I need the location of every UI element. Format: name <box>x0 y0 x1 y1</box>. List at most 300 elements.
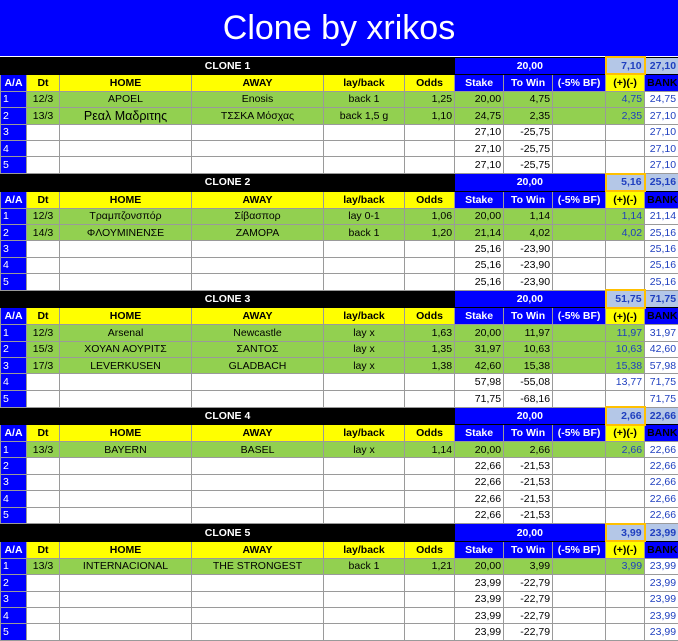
row-bf-blank <box>553 491 606 507</box>
row-index: 4 <box>1 140 27 156</box>
clone-band-row <box>1 57 678 74</box>
row-away-team[interactable] <box>192 390 324 407</box>
row-home-team[interactable]: Arsenal <box>60 325 192 341</box>
header-odds: Odds <box>405 308 455 325</box>
sheet-title: Clone by xrikos <box>0 0 678 56</box>
header-home: HOME <box>60 425 192 442</box>
row-bf-blank <box>553 325 606 341</box>
row-bank: 25,16 <box>645 241 678 257</box>
row-bf-blank <box>553 124 606 140</box>
row-away-team[interactable]: Σίβασπορ <box>192 208 324 224</box>
row-odds[interactable]: 1,35 <box>405 341 455 357</box>
row-bank: 23,99 <box>645 575 678 591</box>
row-to-win: 4,02 <box>504 224 553 240</box>
row-odds[interactable] <box>405 241 455 257</box>
clone-name: CLONE 4 <box>1 407 455 424</box>
row-index: 2 <box>1 575 27 591</box>
row-date[interactable]: 12/3 <box>27 91 60 107</box>
row-date[interactable] <box>27 140 60 156</box>
row-lay-back[interactable]: back 1,5 g <box>324 108 405 124</box>
row-odds[interactable] <box>405 257 455 273</box>
row-date[interactable] <box>27 241 60 257</box>
row-date[interactable]: 12/3 <box>27 208 60 224</box>
row-date[interactable] <box>27 124 60 140</box>
row-odds[interactable]: 1,38 <box>405 358 455 374</box>
row-stake: 22,66 <box>455 474 504 490</box>
row-date[interactable] <box>27 607 60 623</box>
row-bank: 42,60 <box>645 341 678 357</box>
bet-row <box>1 157 678 174</box>
row-lay-back[interactable]: lay 0-1 <box>324 208 405 224</box>
row-odds[interactable] <box>405 390 455 407</box>
row-bf-blank <box>553 507 606 524</box>
row-away-team[interactable]: Enosis <box>192 91 324 107</box>
bet-row <box>1 591 678 607</box>
row-away-team[interactable] <box>192 458 324 474</box>
row-odds[interactable] <box>405 607 455 623</box>
row-odds[interactable]: 1,21 <box>405 558 455 574</box>
header-stake: Stake <box>455 308 504 325</box>
row-plus-minus: 2,66 <box>606 441 645 457</box>
header-towin: To Win <box>504 308 553 325</box>
column-header-row <box>1 425 678 442</box>
row-lay-back[interactable]: lay x <box>324 341 405 357</box>
row-home-team[interactable] <box>60 390 192 407</box>
row-index: 3 <box>1 591 27 607</box>
clone-grid <box>0 56 678 641</box>
row-lay-back[interactable] <box>324 140 405 156</box>
row-date[interactable] <box>27 491 60 507</box>
header-away: AWAY <box>192 74 324 91</box>
row-odds[interactable] <box>405 624 455 640</box>
bet-row <box>1 358 678 374</box>
row-odds[interactable] <box>405 474 455 490</box>
bet-row <box>1 108 678 124</box>
row-index: 2 <box>1 224 27 240</box>
row-away-team[interactable] <box>192 157 324 174</box>
row-home-team[interactable] <box>60 474 192 490</box>
header-pm: (+)(-) <box>606 74 645 91</box>
row-bank: 23,99 <box>645 558 678 574</box>
row-bank: 23,99 <box>645 591 678 607</box>
header-layback: lay/back <box>324 541 405 558</box>
clone-stake[interactable]: 20,00 <box>455 57 606 74</box>
row-home-team[interactable] <box>60 575 192 591</box>
row-away-team[interactable] <box>192 575 324 591</box>
row-home-team[interactable]: LEVERKUSEN <box>60 358 192 374</box>
row-to-win: -25,75 <box>504 140 553 156</box>
row-to-win: -68,16 <box>504 390 553 407</box>
row-date[interactable] <box>27 274 60 291</box>
row-date[interactable]: 12/3 <box>27 325 60 341</box>
row-date[interactable] <box>27 458 60 474</box>
row-bank: 23,99 <box>645 624 678 640</box>
row-date[interactable] <box>27 624 60 640</box>
row-stake: 24,75 <box>455 108 504 124</box>
row-plus-minus <box>606 257 645 273</box>
row-home-team[interactable] <box>60 624 192 640</box>
row-odds[interactable] <box>405 157 455 174</box>
row-bf-blank <box>553 341 606 357</box>
row-home-team[interactable] <box>60 124 192 140</box>
row-away-team[interactable]: Newcastle <box>192 325 324 341</box>
header-dt: Dt <box>27 191 60 208</box>
row-plus-minus <box>606 458 645 474</box>
row-away-team[interactable] <box>192 140 324 156</box>
row-home-team[interactable] <box>60 491 192 507</box>
row-home-team[interactable] <box>60 374 192 390</box>
header-bf: (-5% BF) <box>553 74 606 91</box>
row-date[interactable]: 13/3 <box>27 441 60 457</box>
header-bf: (-5% BF) <box>553 308 606 325</box>
row-bf-blank <box>553 157 606 174</box>
row-away-team[interactable] <box>192 591 324 607</box>
row-lay-back[interactable]: lay x <box>324 441 405 457</box>
row-stake: 22,66 <box>455 507 504 524</box>
row-to-win: -23,90 <box>504 257 553 273</box>
clone-name: CLONE 1 <box>1 57 455 74</box>
header-bank: BANK <box>645 74 678 91</box>
row-plus-minus: 4,02 <box>606 224 645 240</box>
row-stake: 27,10 <box>455 140 504 156</box>
row-to-win: -21,53 <box>504 474 553 490</box>
row-lay-back[interactable] <box>324 575 405 591</box>
row-away-team[interactable]: ΖΑΜΟΡΑ <box>192 224 324 240</box>
row-plus-minus: 4,75 <box>606 91 645 107</box>
bet-row <box>1 341 678 357</box>
clone-pl-total[interactable]: 51,75 <box>606 290 645 307</box>
row-plus-minus: 1,14 <box>606 208 645 224</box>
row-stake: 23,99 <box>455 591 504 607</box>
clone-pl-total[interactable]: 3,99 <box>606 524 645 541</box>
row-away-team[interactable] <box>192 491 324 507</box>
row-bf-blank <box>553 441 606 457</box>
row-lay-back[interactable] <box>324 507 405 524</box>
header-bf: (-5% BF) <box>553 541 606 558</box>
row-bf-blank <box>553 474 606 490</box>
row-bf-blank <box>553 257 606 273</box>
row-odds[interactable] <box>405 575 455 591</box>
row-to-win: -23,90 <box>504 274 553 291</box>
clone-band-row <box>1 407 678 424</box>
row-stake: 27,10 <box>455 157 504 174</box>
row-home-team[interactable] <box>60 591 192 607</box>
row-index: 3 <box>1 358 27 374</box>
header-stake: Stake <box>455 541 504 558</box>
row-plus-minus <box>606 124 645 140</box>
clone-bank-total[interactable]: 23,99 <box>645 524 678 541</box>
row-stake: 27,10 <box>455 124 504 140</box>
bet-row <box>1 507 678 524</box>
clone-band-row <box>1 174 678 191</box>
clone-name: CLONE 2 <box>1 174 455 191</box>
row-lay-back[interactable] <box>324 274 405 291</box>
row-to-win: 2,66 <box>504 441 553 457</box>
row-odds[interactable]: 1,20 <box>405 224 455 240</box>
row-bank: 25,16 <box>645 224 678 240</box>
row-lay-back[interactable] <box>324 607 405 623</box>
row-home-team[interactable] <box>60 458 192 474</box>
row-index: 2 <box>1 108 27 124</box>
row-date[interactable] <box>27 257 60 273</box>
row-date[interactable] <box>27 507 60 524</box>
row-plus-minus <box>606 241 645 257</box>
row-home-team[interactable]: APOEL <box>60 91 192 107</box>
clone-pl-total[interactable]: 2,66 <box>606 407 645 424</box>
header-layback: lay/back <box>324 74 405 91</box>
row-away-team[interactable] <box>192 274 324 291</box>
row-odds[interactable] <box>405 374 455 390</box>
row-home-team[interactable] <box>60 507 192 524</box>
row-bf-blank <box>553 575 606 591</box>
row-to-win: 1,14 <box>504 208 553 224</box>
row-date[interactable] <box>27 157 60 174</box>
row-odds[interactable] <box>405 274 455 291</box>
header-towin: To Win <box>504 425 553 442</box>
row-lay-back[interactable]: back 1 <box>324 91 405 107</box>
row-stake: 23,99 <box>455 624 504 640</box>
row-odds[interactable]: 1,25 <box>405 91 455 107</box>
row-lay-back[interactable] <box>324 458 405 474</box>
row-date[interactable]: 17/3 <box>27 358 60 374</box>
row-date[interactable] <box>27 575 60 591</box>
row-index: 3 <box>1 474 27 490</box>
row-home-team[interactable]: Ρεαλ Μαδριτης <box>60 108 192 124</box>
header-pm: (+)(-) <box>606 541 645 558</box>
row-odds[interactable] <box>405 124 455 140</box>
row-odds[interactable] <box>405 491 455 507</box>
row-stake: 20,00 <box>455 325 504 341</box>
row-date[interactable] <box>27 374 60 390</box>
header-pm: (+)(-) <box>606 191 645 208</box>
row-bf-blank <box>553 607 606 623</box>
header-bf: (-5% BF) <box>553 191 606 208</box>
row-odds[interactable]: 1,14 <box>405 441 455 457</box>
row-date[interactable]: 14/3 <box>27 224 60 240</box>
row-away-team[interactable]: THE STRONGEST <box>192 558 324 574</box>
header-odds: Odds <box>405 541 455 558</box>
row-date[interactable] <box>27 390 60 407</box>
row-odds[interactable]: 1,10 <box>405 108 455 124</box>
row-bank: 27,10 <box>645 140 678 156</box>
clone-bank-total[interactable]: 27,10 <box>645 57 678 74</box>
clone-pl-total[interactable]: 5,16 <box>606 174 645 191</box>
row-plus-minus: 15,38 <box>606 358 645 374</box>
clone-bank-total[interactable]: 71,75 <box>645 290 678 307</box>
row-home-team[interactable]: INTERNACIONAL <box>60 558 192 574</box>
row-bank: 71,75 <box>645 390 678 407</box>
row-lay-back[interactable] <box>324 624 405 640</box>
row-away-team[interactable] <box>192 607 324 623</box>
row-lay-back[interactable] <box>324 241 405 257</box>
row-date[interactable]: 15/3 <box>27 341 60 357</box>
row-lay-back[interactable] <box>324 124 405 140</box>
row-bf-blank <box>553 374 606 390</box>
row-index: 1 <box>1 325 27 341</box>
row-home-team[interactable] <box>60 140 192 156</box>
bet-row <box>1 575 678 591</box>
row-index: 4 <box>1 257 27 273</box>
row-to-win: -22,79 <box>504 624 553 640</box>
row-lay-back[interactable] <box>324 474 405 490</box>
row-bf-blank <box>553 558 606 574</box>
row-index: 3 <box>1 124 27 140</box>
row-bank: 25,16 <box>645 257 678 273</box>
row-bank: 22,66 <box>645 458 678 474</box>
row-to-win: -22,79 <box>504 591 553 607</box>
header-pm: (+)(-) <box>606 425 645 442</box>
row-away-team[interactable] <box>192 374 324 390</box>
row-lay-back[interactable] <box>324 157 405 174</box>
header-aa: A/A <box>1 425 27 442</box>
row-index: 4 <box>1 491 27 507</box>
row-away-team[interactable]: GLADBACH <box>192 358 324 374</box>
bet-row <box>1 374 678 390</box>
column-header-row <box>1 308 678 325</box>
row-lay-back[interactable] <box>324 591 405 607</box>
row-index: 5 <box>1 390 27 407</box>
row-lay-back[interactable] <box>324 390 405 407</box>
row-odds[interactable] <box>405 458 455 474</box>
row-lay-back[interactable]: lay x <box>324 358 405 374</box>
row-bank: 21,14 <box>645 208 678 224</box>
row-index: 4 <box>1 374 27 390</box>
header-dt: Dt <box>27 541 60 558</box>
header-home: HOME <box>60 74 192 91</box>
bet-row <box>1 208 678 224</box>
row-stake: 20,00 <box>455 558 504 574</box>
bet-row <box>1 274 678 291</box>
row-bank: 24,75 <box>645 91 678 107</box>
clone-bank-total[interactable]: 25,16 <box>645 174 678 191</box>
clone-stake[interactable]: 20,00 <box>455 407 606 424</box>
row-bank: 23,99 <box>645 607 678 623</box>
row-odds[interactable] <box>405 507 455 524</box>
row-to-win: 4,75 <box>504 91 553 107</box>
row-date[interactable] <box>27 591 60 607</box>
clone-pl-total[interactable]: 7,10 <box>606 57 645 74</box>
row-to-win: -23,90 <box>504 241 553 257</box>
bet-row <box>1 241 678 257</box>
row-odds[interactable]: 1,63 <box>405 325 455 341</box>
row-stake: 25,16 <box>455 274 504 291</box>
row-plus-minus <box>606 157 645 174</box>
row-plus-minus: 11,97 <box>606 325 645 341</box>
bet-row <box>1 124 678 140</box>
row-bank: 31,97 <box>645 325 678 341</box>
row-bank: 22,66 <box>645 507 678 524</box>
row-home-team[interactable] <box>60 241 192 257</box>
clone-stake[interactable]: 20,00 <box>455 290 606 307</box>
bet-row <box>1 325 678 341</box>
column-header-row <box>1 541 678 558</box>
header-aa: A/A <box>1 541 27 558</box>
row-home-team[interactable] <box>60 274 192 291</box>
row-plus-minus: 3,99 <box>606 558 645 574</box>
row-plus-minus <box>606 575 645 591</box>
row-lay-back[interactable] <box>324 257 405 273</box>
row-stake: 23,99 <box>455 607 504 623</box>
row-away-team[interactable]: ΣΑΝΤΟΣ <box>192 341 324 357</box>
row-home-team[interactable] <box>60 257 192 273</box>
row-bf-blank <box>553 224 606 240</box>
row-odds[interactable] <box>405 591 455 607</box>
row-odds[interactable] <box>405 140 455 156</box>
row-bf-blank <box>553 108 606 124</box>
row-stake: 23,99 <box>455 575 504 591</box>
row-lay-back[interactable]: back 1 <box>324 224 405 240</box>
row-plus-minus <box>606 507 645 524</box>
row-date[interactable]: 13/3 <box>27 558 60 574</box>
clone-bank-total[interactable]: 22,66 <box>645 407 678 424</box>
row-away-team[interactable] <box>192 124 324 140</box>
bet-row <box>1 257 678 273</box>
row-to-win: -55,08 <box>504 374 553 390</box>
row-to-win: 15,38 <box>504 358 553 374</box>
clone-band-row <box>1 290 678 307</box>
row-to-win: -22,79 <box>504 575 553 591</box>
bet-row <box>1 558 678 574</box>
row-away-team[interactable] <box>192 474 324 490</box>
row-bf-blank <box>553 458 606 474</box>
row-away-team[interactable] <box>192 257 324 273</box>
row-away-team[interactable] <box>192 241 324 257</box>
clone-name: CLONE 3 <box>1 290 455 307</box>
row-bf-blank <box>553 624 606 640</box>
row-date[interactable] <box>27 474 60 490</box>
row-bank: 27,10 <box>645 108 678 124</box>
row-to-win: -22,79 <box>504 607 553 623</box>
header-stake: Stake <box>455 191 504 208</box>
clone-stake[interactable]: 20,00 <box>455 174 606 191</box>
header-away: AWAY <box>192 308 324 325</box>
row-home-team[interactable] <box>60 157 192 174</box>
row-away-team[interactable]: ΤΣΣΚΑ Μόσχας <box>192 108 324 124</box>
row-plus-minus <box>606 624 645 640</box>
row-home-team[interactable] <box>60 607 192 623</box>
row-away-team[interactable] <box>192 624 324 640</box>
grid-body <box>1 57 678 640</box>
clone-band-row <box>1 524 678 541</box>
row-index: 3 <box>1 241 27 257</box>
row-date[interactable]: 13/3 <box>27 108 60 124</box>
row-index: 1 <box>1 208 27 224</box>
header-home: HOME <box>60 541 192 558</box>
row-plus-minus: 13,77 <box>606 374 645 390</box>
row-away-team[interactable] <box>192 507 324 524</box>
row-away-team[interactable]: BASEL <box>192 441 324 457</box>
row-to-win: 3,99 <box>504 558 553 574</box>
row-index: 5 <box>1 157 27 174</box>
row-home-team[interactable]: ΦΛΟΥΜΙΝΕΝΣΕ <box>60 224 192 240</box>
header-home: HOME <box>60 308 192 325</box>
row-home-team[interactable]: Τραμπζονσπόρ <box>60 208 192 224</box>
header-towin: To Win <box>504 191 553 208</box>
row-stake: 22,66 <box>455 491 504 507</box>
row-lay-back[interactable]: back 1 <box>324 558 405 574</box>
row-lay-back[interactable]: lay x <box>324 325 405 341</box>
row-home-team[interactable]: BAYERN <box>60 441 192 457</box>
row-lay-back[interactable] <box>324 491 405 507</box>
row-index: 5 <box>1 507 27 524</box>
row-odds[interactable]: 1,06 <box>405 208 455 224</box>
row-home-team[interactable]: ΧΟΥΑΝ ΑΟΥΡΙΤΣ <box>60 341 192 357</box>
clone-stake[interactable]: 20,00 <box>455 524 606 541</box>
row-lay-back[interactable] <box>324 374 405 390</box>
header-towin: To Win <box>504 74 553 91</box>
row-index: 1 <box>1 441 27 457</box>
row-bank: 22,66 <box>645 491 678 507</box>
